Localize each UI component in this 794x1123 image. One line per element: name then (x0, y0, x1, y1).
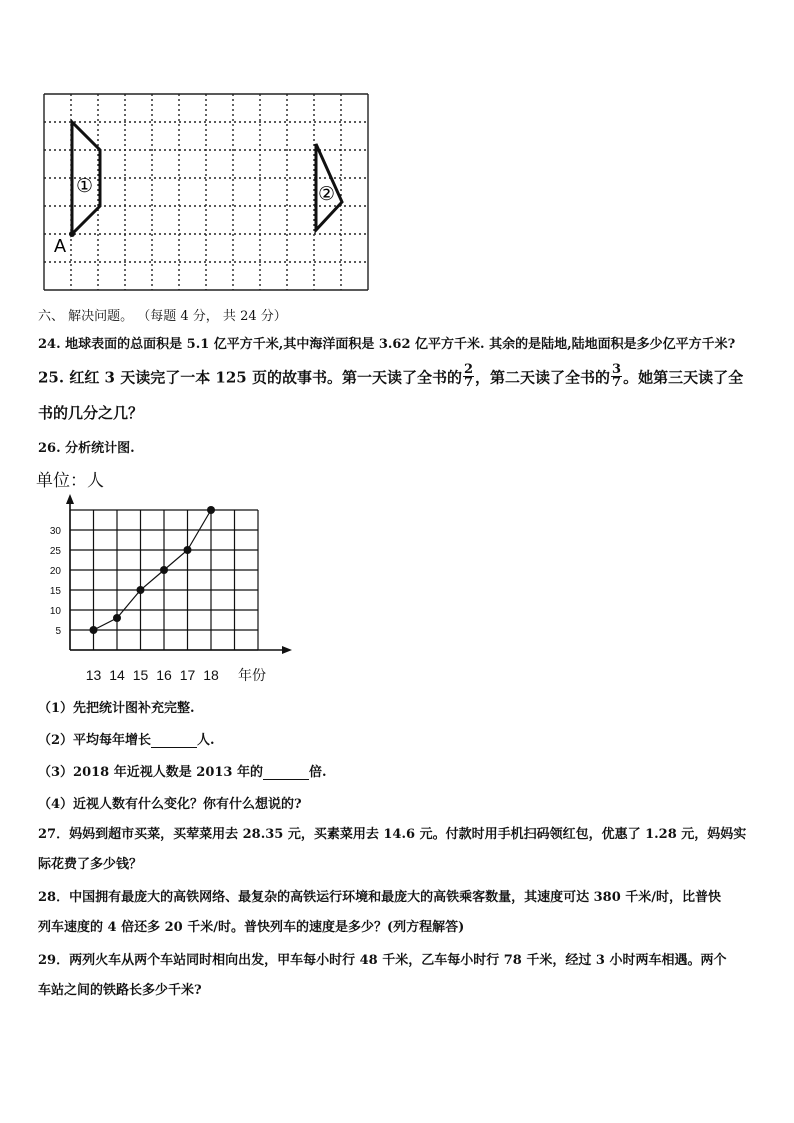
fraction-denominator: 7 (612, 375, 622, 390)
fraction-3-7 (611, 364, 622, 389)
data-point-15 (137, 586, 145, 594)
question-26-sub1: （1）先把统计图补充完整. (38, 701, 195, 716)
sub3-suffix: 倍. (309, 765, 327, 780)
x-tick-label: 18 (203, 667, 219, 683)
question-25-part1: 25. 红红 3 天读完了一本 125 页的故事书。第一天读了全书的 (38, 368, 462, 387)
question-29-line1: 29．两列火车从两个车站同时相向出发，甲车每小时行 48 千米，乙车每小时行 78 千米，经过 3 小时两车相遇。两个 (38, 953, 727, 968)
x-axis-label: 年份 (238, 667, 266, 683)
y-tick-label: 15 (49, 586, 61, 597)
fraction-numerator: 2 (463, 362, 474, 377)
answer-blank[interactable] (151, 735, 197, 748)
question-25-line1 (38, 362, 744, 391)
x-tick-label: 13 (85, 667, 102, 683)
y-tick-label: 30 (49, 526, 61, 537)
question-25-part2: ，第二天读了全书的 (475, 368, 611, 387)
fraction-2-7 (463, 364, 474, 389)
question-25-line2: 书的几分之几？ (38, 404, 144, 422)
y-tick-label: 5 (55, 626, 61, 637)
data-point-18 (207, 506, 215, 514)
line-chart (30, 494, 310, 690)
y-tick-label: 10 (49, 606, 61, 617)
data-point-16 (160, 566, 168, 574)
x-axis-arrow (282, 646, 292, 654)
chart-unit-label: 单位：人 (36, 471, 104, 491)
question-27-line2: 际花费了多少钱？ (38, 857, 143, 872)
data-point-14 (113, 614, 121, 622)
question-29-line2: 车站之间的铁路长多少千米? (38, 983, 202, 998)
y-axis-arrow (66, 494, 74, 504)
point-a-label: A (54, 236, 67, 256)
question-25-part3: 。她第三天读了全 (623, 368, 744, 387)
data-point-17 (184, 546, 192, 554)
sub2-text: （2）平均每年增长 (38, 733, 152, 748)
y-tick-label: 25 (49, 546, 61, 557)
question-26-sub4: （4）近视人数有什么变化？你有什么想说的? (38, 797, 302, 812)
question-28-line1: 28．中国拥有最庞大的高铁网络、最复杂的高铁运行环境和最庞大的高铁乘客数量，其速度可达 380 千米/时，比普快 (38, 890, 722, 905)
question-26-sub2 (38, 729, 215, 748)
data-point-13 (90, 626, 98, 634)
question-28-line2: 列车速度的 4 倍还多 20 千米/时。普快列车的速度是多少？(列方程解答) (38, 920, 465, 935)
sub3-text: （3）2018 年近视人数是 2013 年的 (38, 765, 263, 780)
sub2-suffix: 人. (197, 733, 215, 748)
question-27-line1: 27．妈妈到超市买菜，买荤菜用去 28.35 元，买素菜用去 14.6 元。付款时用手机扫码领红包，优惠了 1.28 元，妈妈实 (38, 827, 747, 842)
shape-2-label: ② (318, 184, 336, 205)
x-tick-label: 15 (132, 667, 149, 683)
grid-figure (40, 84, 375, 296)
y-tick-label: 20 (49, 566, 61, 577)
fraction-numerator: 3 (612, 362, 622, 377)
answer-blank[interactable] (263, 767, 309, 780)
point-a-dot (69, 231, 75, 237)
section-6-heading: 六、 解决问题。 （每题 4 分， 共 24 分） (38, 309, 287, 324)
question-24: 24. 地球表面的总面积是 5.1 亿平方千米,其中海洋面积是 3.62 亿平方千米. 其余的是陆地,陆地面积是多少亿平方千米? (38, 337, 736, 352)
shape-1-label: ① (76, 176, 94, 197)
x-tick-label: 17 (179, 667, 196, 683)
question-26-sub3 (38, 761, 327, 780)
fraction-denominator: 7 (463, 375, 474, 390)
x-tick-label: 14 (109, 667, 125, 683)
question-26-title: 26. 分析统计图. (38, 441, 135, 456)
x-tick-label: 16 (156, 667, 172, 683)
